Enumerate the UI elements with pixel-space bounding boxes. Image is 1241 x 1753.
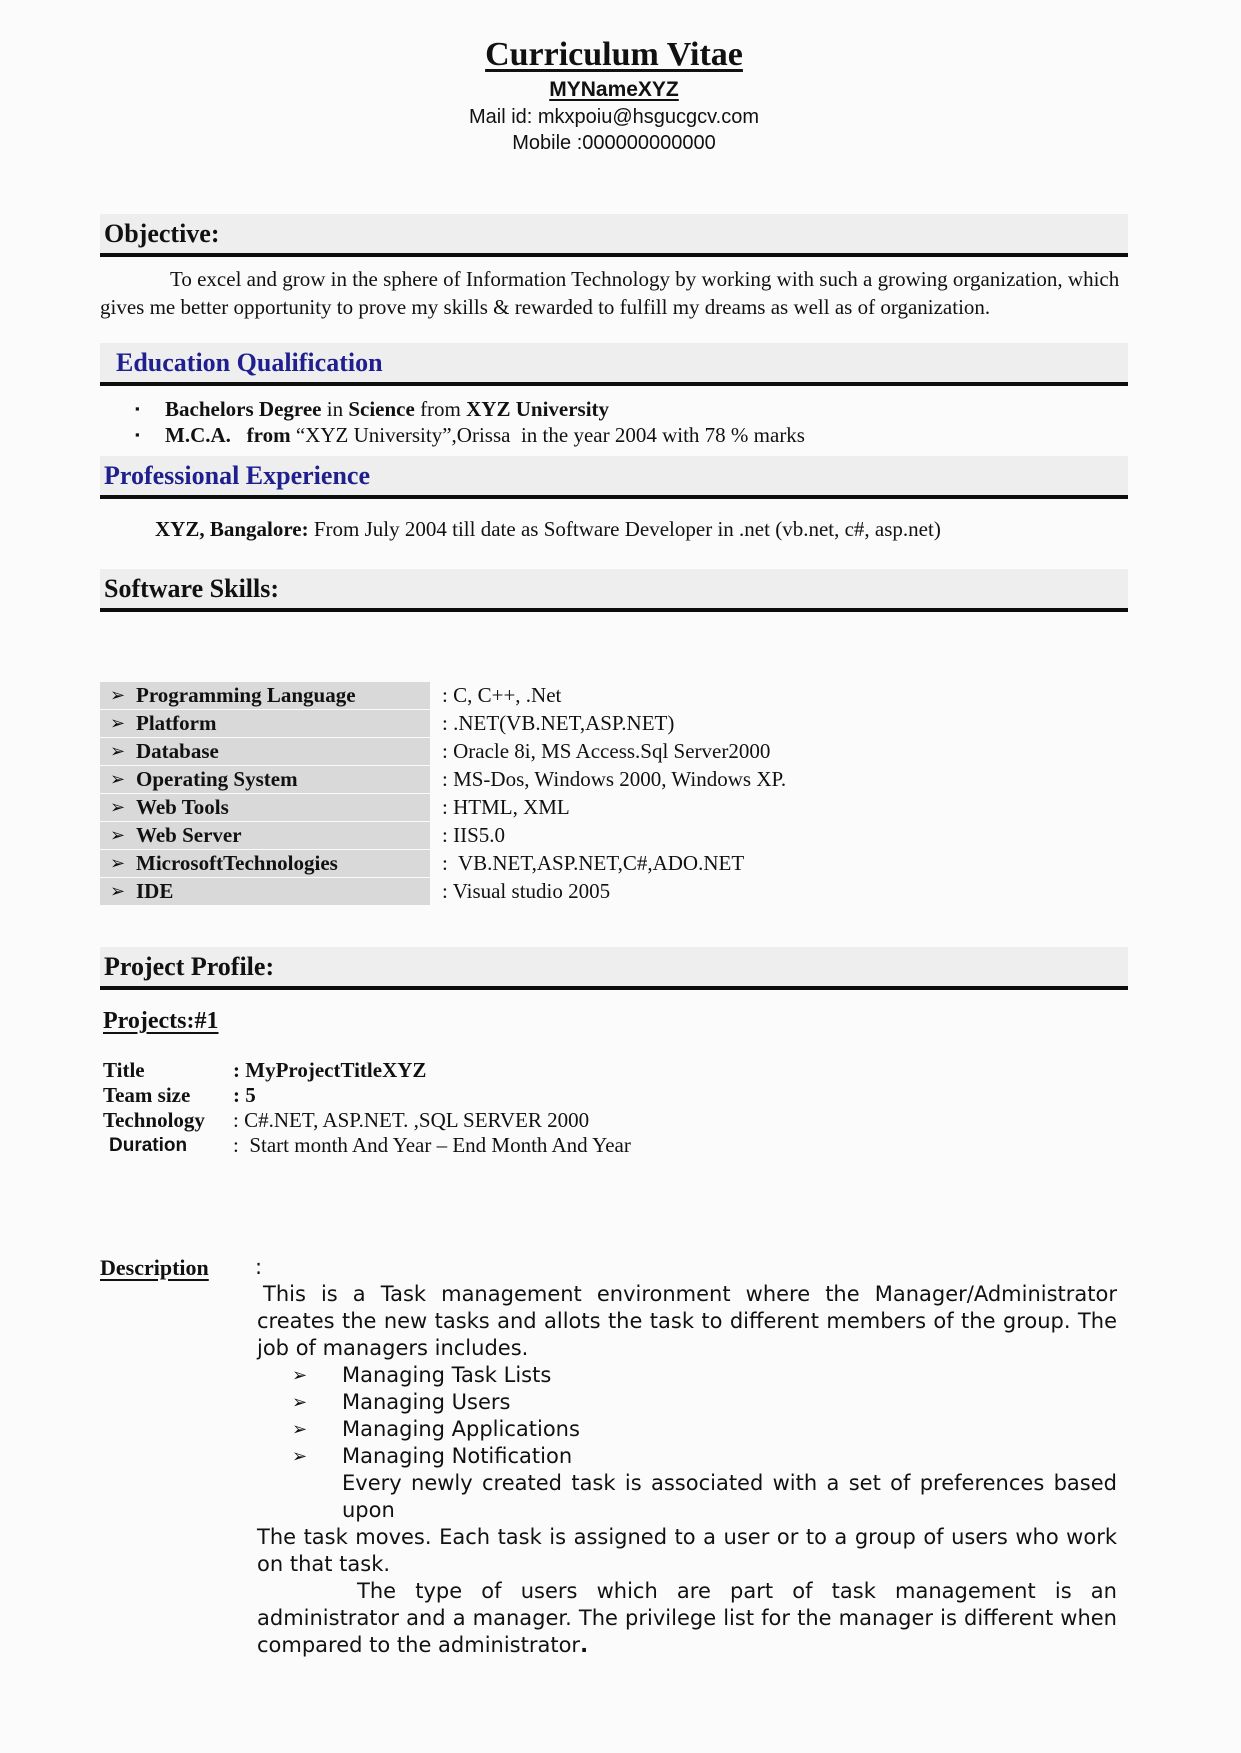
arrow-bullet-icon: ➢ — [110, 881, 126, 901]
skill-value: : HTML, XML — [442, 795, 570, 819]
arrow-bullet-icon: ➢ — [110, 797, 126, 817]
experience-entry: XYZ, Bangalore: From July 2004 till date as Software Developer in .net (vb.net, c#, asp.net) — [155, 517, 941, 541]
document-header — [100, 34, 1128, 156]
arrow-bullet-icon: ➢ — [110, 685, 126, 705]
description-bullet-text: Managing Notification — [342, 1444, 573, 1468]
description-bullet — [257, 1389, 1117, 1416]
project-field-value: : 5 — [233, 1083, 256, 1107]
education-item — [100, 422, 1128, 448]
candidate-name: MYNameXYZ — [549, 78, 679, 101]
skill-row — [100, 822, 1128, 849]
project-fields — [100, 1058, 1128, 1158]
skill-value: : IIS5.0 — [442, 823, 505, 847]
education-item — [100, 396, 1128, 422]
skill-row — [100, 738, 1128, 765]
arrow-bullet-icon: ➢ — [292, 1392, 308, 1413]
arrow-bullet-icon: ➢ — [110, 769, 126, 789]
section-heading-project-profile: Project Profile: — [100, 947, 1128, 990]
skill-row — [100, 710, 1128, 737]
skill-row — [100, 878, 1128, 905]
skill-row — [100, 850, 1128, 877]
description-body — [257, 1281, 1117, 1659]
skill-name: Programming Language — [136, 683, 356, 707]
arrow-bullet-icon: ➢ — [110, 713, 126, 733]
skill-name: MicrosoftTechnologies — [136, 851, 338, 875]
description-heading-row — [100, 1254, 1128, 1281]
skill-name: Web Tools — [136, 795, 229, 819]
skill-value: : Oracle 8i, MS Access.Sql Server2000 — [442, 739, 771, 763]
description-bullet — [257, 1362, 1117, 1389]
description-heading: Description — [100, 1255, 209, 1280]
arrow-bullet-icon: ➢ — [292, 1446, 308, 1467]
project-field-label: Technology — [103, 1108, 205, 1132]
skill-name: Database — [136, 739, 219, 763]
arrow-bullet-icon: ➢ — [110, 741, 126, 761]
arrow-bullet-icon: ➢ — [292, 1365, 308, 1386]
arrow-bullet-icon: ➢ — [110, 853, 126, 873]
description-colon: : — [255, 1255, 263, 1279]
education-item-text: Bachelors Degree in Science from XYZ University — [165, 397, 610, 421]
arrow-bullet-icon: ➢ — [292, 1419, 308, 1440]
objective-text: To excel and grow in the sphere of Information Technology by working with such a growing organization, which gives me better opportunity to prove my skills & rewarded to fulfill my dreams as well as of organization. — [100, 267, 1120, 319]
project-subheading: Projects:#1 — [103, 1008, 219, 1034]
skill-label-cell — [100, 738, 430, 765]
skill-value: : C, C++, .Net — [442, 683, 562, 707]
square-bullet-icon: ▪ — [135, 427, 140, 442]
education-item-text: M.C.A. from “XYZ University”,Orissa in the year 2004 with 78 % marks — [165, 423, 805, 447]
page-title: Curriculum Vitae — [485, 36, 743, 73]
skill-name: Operating System — [136, 767, 298, 791]
education-list — [100, 396, 1128, 448]
project-field-value: : MyProjectTitleXYZ — [233, 1058, 427, 1082]
skill-row — [100, 766, 1128, 793]
section-heading-experience: Professional Experience — [100, 456, 1128, 499]
skill-label-cell — [100, 850, 430, 877]
project-field-row — [100, 1108, 1128, 1133]
skill-name: Platform — [136, 711, 217, 735]
square-bullet-icon: ▪ — [135, 401, 140, 416]
section-heading-objective: Objective: — [100, 214, 1128, 257]
skill-name: Web Server — [136, 823, 242, 847]
skill-value: : .NET(VB.NET,ASP.NET) — [442, 711, 675, 735]
skill-label-cell — [100, 794, 430, 821]
skill-label-cell — [100, 682, 430, 709]
description-bullet-text: Managing Applications — [342, 1417, 580, 1441]
section-heading-education: Education Qualification — [100, 343, 1128, 386]
description-paragraph: The type of users which are part of task management is an administrator and a manager. The privilege list for the manager is different when compared to the administrator. — [257, 1579, 1117, 1657]
skill-row — [100, 794, 1128, 821]
skill-label-cell — [100, 878, 430, 905]
description-bullet — [257, 1416, 1117, 1443]
project-field-label: Title — [103, 1058, 145, 1082]
skill-value: : VB.NET,ASP.NET,C#,ADO.NET — [442, 851, 745, 875]
project-field-label: Duration — [109, 1135, 188, 1156]
description-paragraph: This is a Task management environment where the Manager/Administrator creates the new tasks and allots the task to different members of the group. The job of managers includes. — [257, 1282, 1117, 1360]
description-paragraph: Every newly created task is associated with a set of preferences based upon — [342, 1471, 1117, 1522]
description-paragraph: The task moves. Each task is assigned to a user or to a group of users who work on that task. — [257, 1525, 1117, 1576]
skill-label-cell — [100, 710, 430, 737]
mail-line: Mail id: mkxpoiu@hsgucgcv.com — [468, 106, 760, 128]
project-field-value: : C#.NET, ASP.NET. ,SQL SERVER 2000 — [233, 1108, 590, 1132]
skill-label-cell — [100, 822, 430, 849]
skill-value: : MS-Dos, Windows 2000, Windows XP. — [442, 767, 787, 791]
skills-table — [100, 682, 1128, 905]
section-heading-skills: Software Skills: — [100, 569, 1128, 612]
description-section — [100, 1254, 1128, 1659]
skill-label-cell — [100, 766, 430, 793]
project-field-row — [100, 1058, 1128, 1083]
arrow-bullet-icon: ➢ — [110, 825, 126, 845]
project-field-value: : Start month And Year – End Month And Year — [233, 1133, 631, 1157]
skill-value: : Visual studio 2005 — [442, 879, 611, 903]
project-field-label: Team size — [103, 1083, 191, 1107]
project-field-row — [100, 1083, 1128, 1108]
description-bullet — [257, 1443, 1117, 1470]
description-bullet-text: Managing Task Lists — [342, 1363, 552, 1387]
description-bullet-text: Managing Users — [342, 1390, 511, 1414]
skill-name: IDE — [136, 879, 174, 903]
project-field-row — [100, 1133, 1128, 1158]
skill-row — [100, 682, 1128, 709]
mobile-line: Mobile :000000000000 — [512, 132, 716, 154]
